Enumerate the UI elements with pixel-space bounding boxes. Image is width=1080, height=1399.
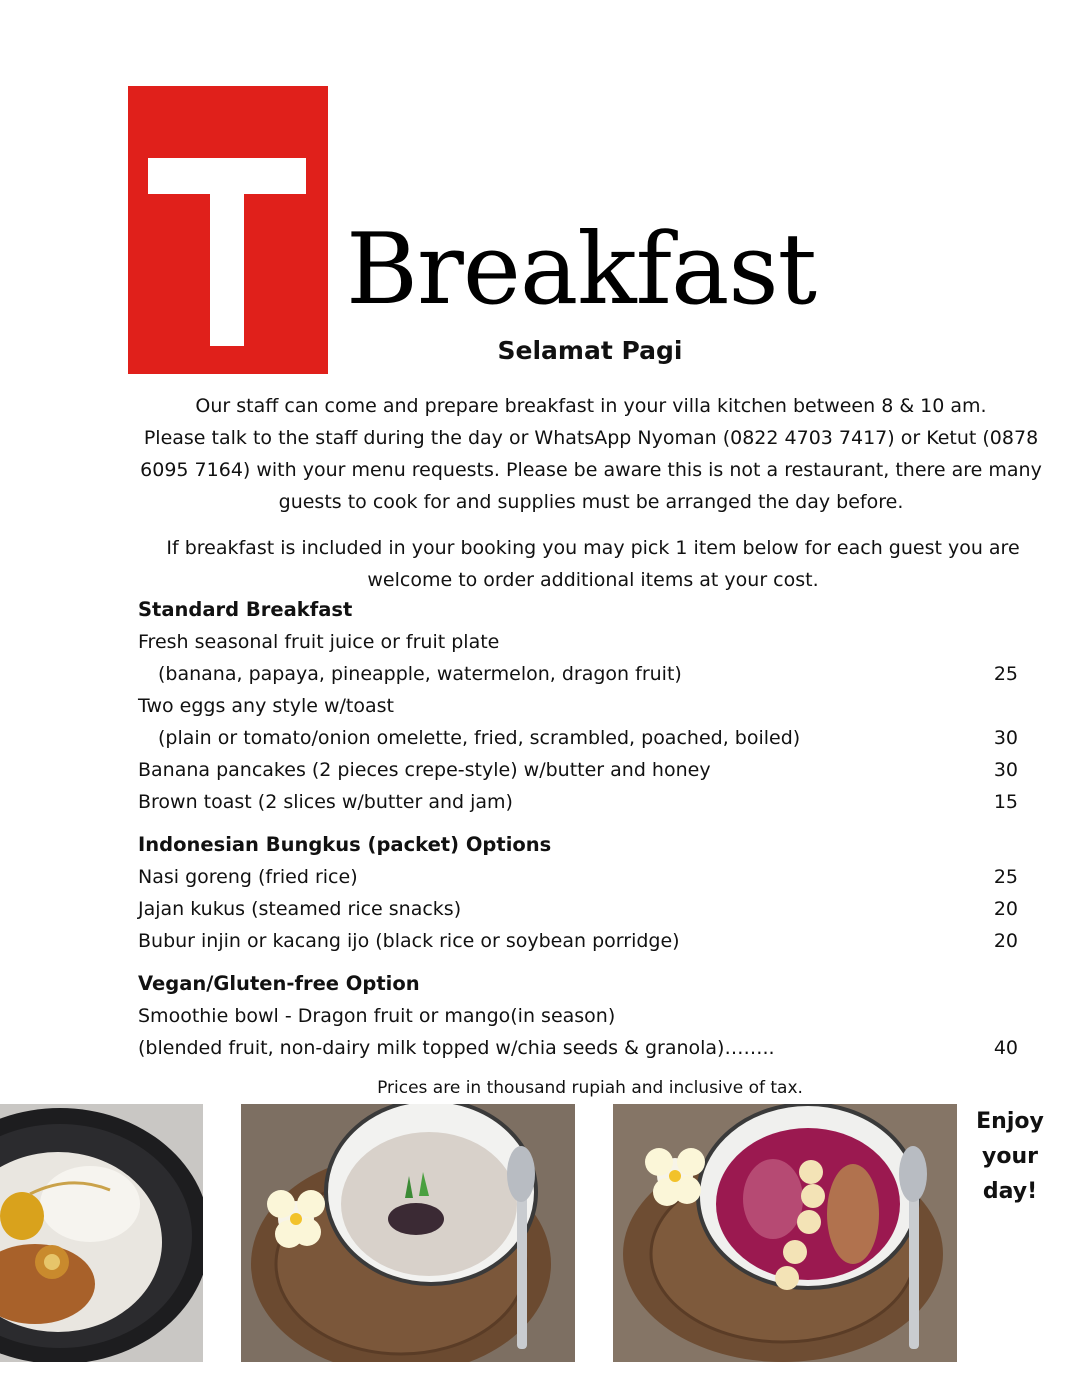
section-title: Vegan/Gluten-free Option bbox=[138, 972, 420, 995]
enjoy-your-day-text bbox=[964, 1104, 1056, 1209]
item-name: (plain or tomato/onion omelette, fried, scrambled, poached, boiled) bbox=[158, 727, 801, 749]
item-price bbox=[978, 1000, 1018, 1032]
enjoy-line-2: your bbox=[982, 1144, 1038, 1169]
item-price: 25 bbox=[993, 663, 1018, 685]
enjoy-line-3: day! bbox=[982, 1179, 1038, 1204]
item-price: 15 bbox=[993, 791, 1018, 813]
section-title: Standard Breakfast bbox=[138, 598, 353, 621]
item-name: Smoothie bowl - Dragon fruit or mango(in season) bbox=[138, 1005, 616, 1027]
item-price: 40 bbox=[993, 1037, 1018, 1059]
menu-item bbox=[138, 754, 1018, 786]
item-name: (banana, papaya, pineapple, watermelon, dragon fruit) bbox=[158, 663, 682, 685]
menu-item bbox=[138, 893, 1018, 925]
menu-section-indonesian bbox=[138, 829, 1018, 957]
intro-line-2: Please talk to the staff during the day or WhatsApp Nyoman (0822 4703 7417) or Ketut (0878 6095 7164) with your menu requests. Please be aware this is not a restaurant, there are many guests to cook for and supplies must be arranged the day before. bbox=[140, 427, 1042, 513]
item-price bbox=[978, 690, 1018, 722]
page-subtitle: Selamat Pagi bbox=[497, 336, 683, 365]
menu-item bbox=[138, 861, 1018, 893]
enjoy-line-1: Enjoy bbox=[976, 1109, 1044, 1134]
logo-t-stem bbox=[210, 186, 244, 346]
menu bbox=[138, 594, 1018, 1064]
item-name: Banana pancakes (2 pieces crepe-style) w/butter and honey bbox=[138, 759, 711, 781]
intro-text bbox=[140, 390, 1042, 518]
item-price bbox=[978, 626, 1018, 658]
item-price: 30 bbox=[993, 759, 1018, 781]
menu-item bbox=[138, 1032, 1018, 1064]
item-name: Brown toast (2 slices w/butter and jam) bbox=[138, 791, 513, 813]
menu-item bbox=[138, 690, 1018, 722]
menu-section-vegan bbox=[138, 968, 1018, 1064]
item-name: Jajan kukus (steamed rice snacks) bbox=[138, 898, 462, 920]
nasi-goreng-photo bbox=[0, 1104, 203, 1362]
menu-item bbox=[138, 626, 1018, 658]
item-name: Bubur injin or kacang ijo (black rice or soybean porridge) bbox=[138, 930, 680, 952]
section-title: Indonesian Bungkus (packet) Options bbox=[138, 833, 552, 856]
menu-item bbox=[138, 722, 1018, 754]
item-price: 25 bbox=[993, 866, 1018, 888]
t-logo bbox=[128, 86, 328, 374]
intro-line-1: Our staff can come and prepare breakfast in your villa kitchen between 8 & 10 am. bbox=[195, 395, 987, 417]
item-price: 30 bbox=[993, 727, 1018, 749]
item-price: 20 bbox=[993, 898, 1018, 920]
page-title: Breakfast bbox=[346, 213, 817, 327]
menu-item bbox=[138, 925, 1018, 957]
porridge-photo bbox=[241, 1104, 575, 1362]
price-footnote: Prices are in thousand rupiah and inclusive of tax. bbox=[377, 1078, 803, 1098]
menu-item bbox=[138, 1000, 1018, 1032]
menu-item bbox=[138, 658, 1018, 690]
item-name: (blended fruit, non-dairy milk topped w/chia seeds & granola)…….. bbox=[138, 1037, 775, 1059]
smoothie-bowl-photo bbox=[613, 1104, 957, 1362]
menu-item bbox=[138, 786, 1018, 818]
menu-section-standard bbox=[138, 594, 1018, 818]
booking-note: If breakfast is included in your booking you may pick 1 item below for each guest you are welcome to order additional items at your cost. bbox=[166, 537, 1020, 591]
item-name: Nasi goreng (fried rice) bbox=[138, 866, 358, 888]
item-name: Fresh seasonal fruit juice or fruit plate bbox=[138, 631, 500, 653]
item-name: Two eggs any style w/toast bbox=[138, 695, 394, 717]
item-price: 20 bbox=[993, 930, 1018, 952]
